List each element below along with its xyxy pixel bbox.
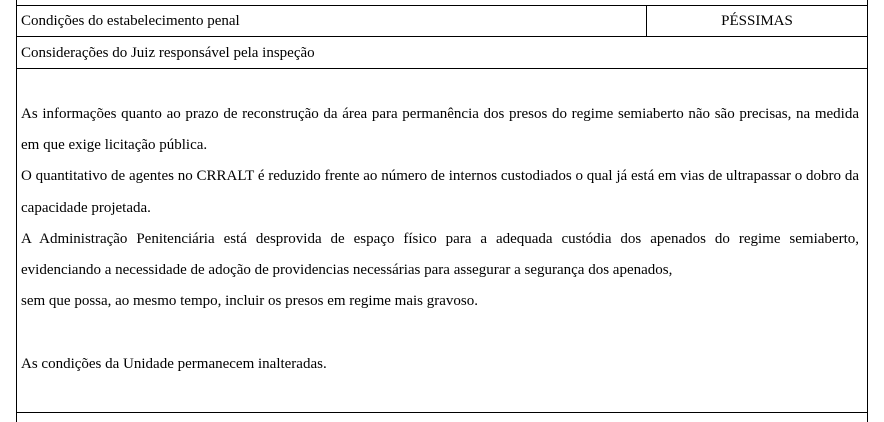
considerations-paragraph: sem que possa, ao mesmo tempo, incluir os presos em regime mais gravoso.	[21, 293, 478, 310]
establishment-conditions-row	[17, 5, 867, 36]
considerations-paragraph: O quantitativo de agentes no CRRALT é reduzido frente ao número de internos custodiados o qual já está em vias de ultrapassar o dobro da capacidade projetada.	[21, 168, 859, 216]
considerations-paragraph: As informações quanto ao prazo de reconstrução da área para permanência dos presos do regime semiaberto não são precisas, na medida em que exige licitação pública.	[21, 106, 859, 154]
establishment-conditions-value: PÉSSIMAS	[721, 13, 793, 29]
considerations-paragraph: As condições da Unidade permanecem inalteradas.	[21, 355, 327, 372]
establishment-conditions-label: Condições do estabelecimento penal	[21, 13, 240, 29]
judge-considerations-body-row	[17, 68, 867, 412]
table-bottom-border	[17, 412, 867, 413]
judge-considerations-label: Considerações do Juiz responsável pela inspeção	[21, 45, 315, 61]
paragraph-spacer	[21, 317, 859, 348]
judge-considerations-header-row	[17, 36, 867, 68]
considerations-paragraph: A Administração Penitenciária está desprovida de espaço físico para a adequada custódia dos apenados do regime semiaberto, evidenciando a necessidade de adoção de providencias necessárias para assegurar a segurança dos apenados,	[21, 230, 859, 279]
inspection-table	[16, 0, 868, 422]
considerations-text	[21, 99, 859, 380]
